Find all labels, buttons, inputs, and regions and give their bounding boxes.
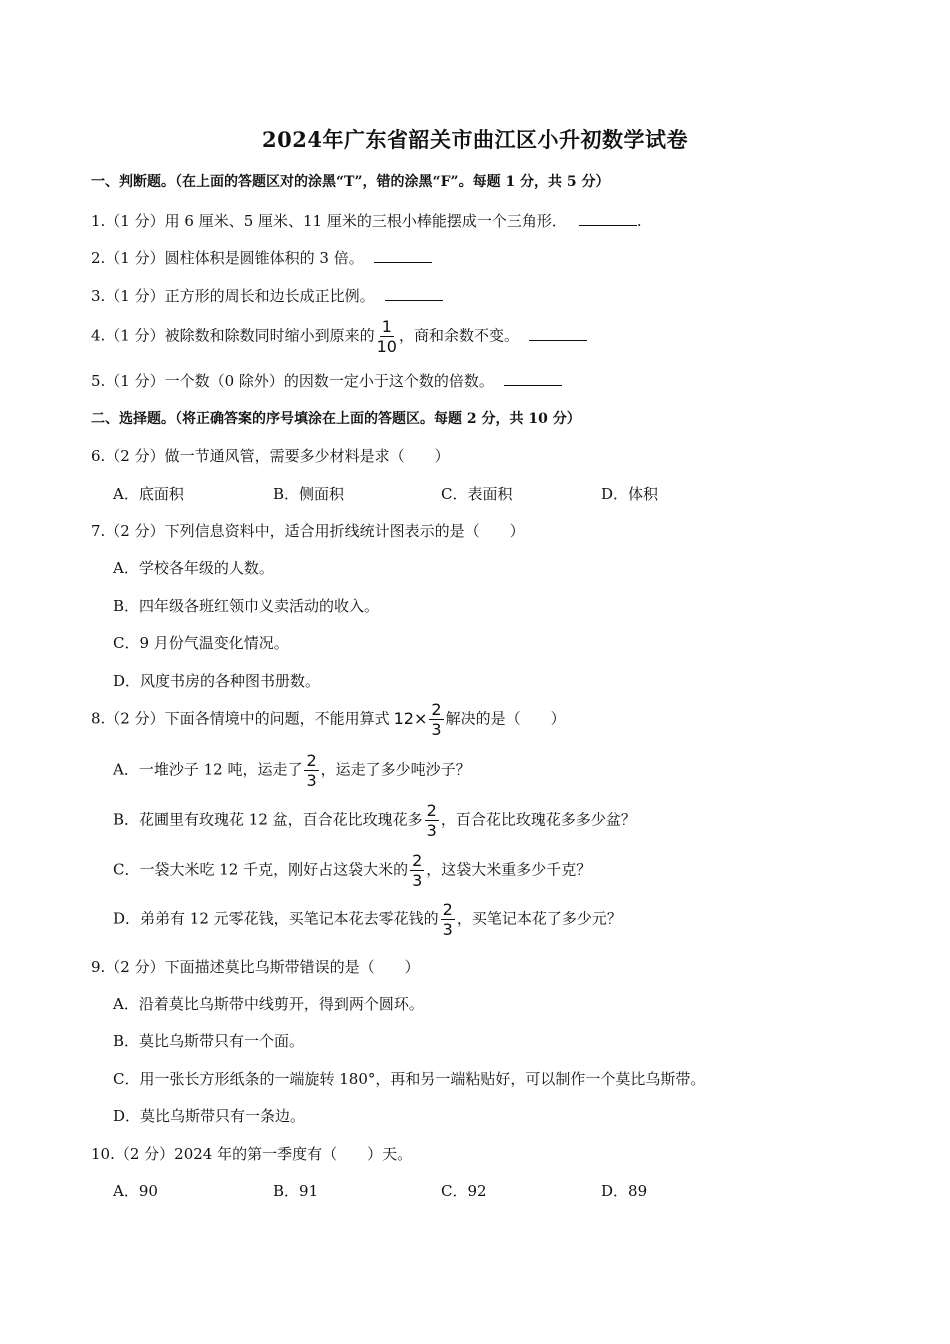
question-8-option-d <box>113 901 622 938</box>
question-1-text: 1.（1 分）用 6 厘米、5 厘米、11 厘米的三根小棒能摆成一个三角形． <box>91 212 567 230</box>
fraction-denominator: 3 <box>306 771 317 790</box>
option-d-after: ，买笔记本花了多少元？ <box>456 909 622 928</box>
answer-blank <box>504 371 562 386</box>
fraction-numerator: 2 <box>306 751 317 770</box>
fraction-denominator: 10 <box>376 337 397 356</box>
section-1-heading: 一、判断题。（在上面的答题区对的涂黑“T”，错的涂黑“F”。每题 1 分，共 5 分） <box>91 174 610 190</box>
option-b-before: B．花圃里有玫瑰花 12 盆，百合花比玫瑰花多 <box>113 810 423 829</box>
option-b: B．91 <box>273 1182 319 1200</box>
question-5-text: 5.（1 分）一个数（0 除外）的因数一定小于这个数的倍数。 <box>91 372 494 390</box>
question-7-option-c: C．9 月份气温变化情况。 <box>113 634 289 652</box>
question-10-stem: 10.（2 分）2024 年的第一季度有（ ）天。 <box>91 1145 413 1163</box>
expression: 12× <box>393 708 428 728</box>
question-7-option-b: B．四年级各班红领巾义卖活动的收入。 <box>113 597 380 615</box>
question-8-stem-before: 8.（2 分）下面各情境中的问题，不能用算式 <box>91 709 390 728</box>
question-4-text-after: ，商和余数不变。 <box>398 326 519 345</box>
fraction-denominator: 3 <box>412 871 423 890</box>
option-b: B．侧面积 <box>273 485 345 503</box>
question-2 <box>91 248 432 268</box>
question-8-stem-after: 解决的是（ ） <box>445 709 566 728</box>
fraction-two-thirds <box>410 852 424 889</box>
fraction-denominator: 3 <box>426 821 437 840</box>
question-8-option-c <box>113 852 591 889</box>
question-1 <box>91 211 642 231</box>
option-c: C．表面积 <box>441 485 513 503</box>
page-title: 2024年广东省韶关市曲江区小升初数学试卷 <box>262 127 688 152</box>
option-a-after: ，运走了多少吨沙子？ <box>320 760 471 779</box>
question-6-stem: 6.（2 分）做一节通风管，需要多少材料是求（ ） <box>91 447 450 465</box>
fraction-one-tenth <box>377 318 397 355</box>
answer-blank <box>529 326 587 341</box>
question-3 <box>91 286 443 306</box>
section-2-heading: 二、选择题。（将正确答案的序号填涂在上面的答题区。每题 2 分，共 10 分） <box>91 411 581 427</box>
question-8-option-b <box>113 802 636 839</box>
question-9-option-a: A．沿着莫比乌斯带中线剪开，得到两个圆环。 <box>113 995 424 1013</box>
question-3-text: 3.（1 分）正方形的周长和边长成正比例。 <box>91 287 375 305</box>
fraction-two-thirds <box>425 802 439 839</box>
question-8-option-a <box>113 752 471 789</box>
question-7-option-d: D．风度书房的各种图书册数。 <box>113 672 321 690</box>
fraction-denominator: 3 <box>442 920 453 939</box>
option-a: A．底面积 <box>113 485 184 503</box>
question-9-option-b: B．莫比乌斯带只有一个面。 <box>113 1032 305 1050</box>
question-4-text-before: 4.（1 分）被除数和除数同时缩小到原来的 <box>91 326 375 345</box>
answer-blank <box>579 211 637 226</box>
option-d: D．89 <box>601 1182 648 1200</box>
option-d: D．体积 <box>601 485 659 503</box>
fraction-numerator: 2 <box>426 801 437 820</box>
question-4 <box>91 318 587 355</box>
fraction-numerator: 2 <box>431 700 442 719</box>
option-c-after: ，这袋大米重多少千克？ <box>426 860 592 879</box>
question-1-end: . <box>636 212 642 230</box>
answer-blank <box>385 286 443 301</box>
fraction-denominator: 3 <box>431 720 442 739</box>
option-d-before: D．弟弟有 12 元零花钱，买笔记本花去零花钱的 <box>113 909 439 928</box>
fraction-two-thirds <box>429 701 443 738</box>
option-a: A．90 <box>113 1182 158 1200</box>
option-c-before: C．一袋大米吃 12 千克，刚好占这袋大米的 <box>113 860 409 879</box>
question-9-stem: 9.（2 分）下面描述莫比乌斯带错误的是（ ） <box>91 958 420 976</box>
question-7-option-a: A．学校各年级的人数。 <box>113 559 274 577</box>
question-9-option-d: D．莫比乌斯带只有一条边。 <box>113 1107 306 1125</box>
question-8-stem <box>91 701 566 738</box>
fraction-two-thirds <box>441 901 455 938</box>
option-a-before: A．一堆沙子 12 吨，运走了 <box>113 760 303 779</box>
option-b-after: ，百合花比玫瑰花多多少盆？ <box>440 810 636 829</box>
question-9-option-c: C．用一张长方形纸条的一端旋转 180°，再和另一端粘贴好，可以制作一个莫比乌斯带。 <box>113 1070 706 1088</box>
fraction-numerator: 1 <box>381 317 392 336</box>
fraction-numerator: 2 <box>442 900 453 919</box>
answer-blank <box>374 248 432 263</box>
question-2-text: 2.（1 分）圆柱体积是圆锥体积的 3 倍。 <box>91 249 364 267</box>
question-5 <box>91 371 562 391</box>
option-c: C．92 <box>441 1182 487 1200</box>
question-7-stem: 7.（2 分）下列信息资料中，适合用折线统计图表示的是（ ） <box>91 522 525 540</box>
fraction-two-thirds <box>304 752 318 789</box>
fraction-numerator: 2 <box>412 851 423 870</box>
